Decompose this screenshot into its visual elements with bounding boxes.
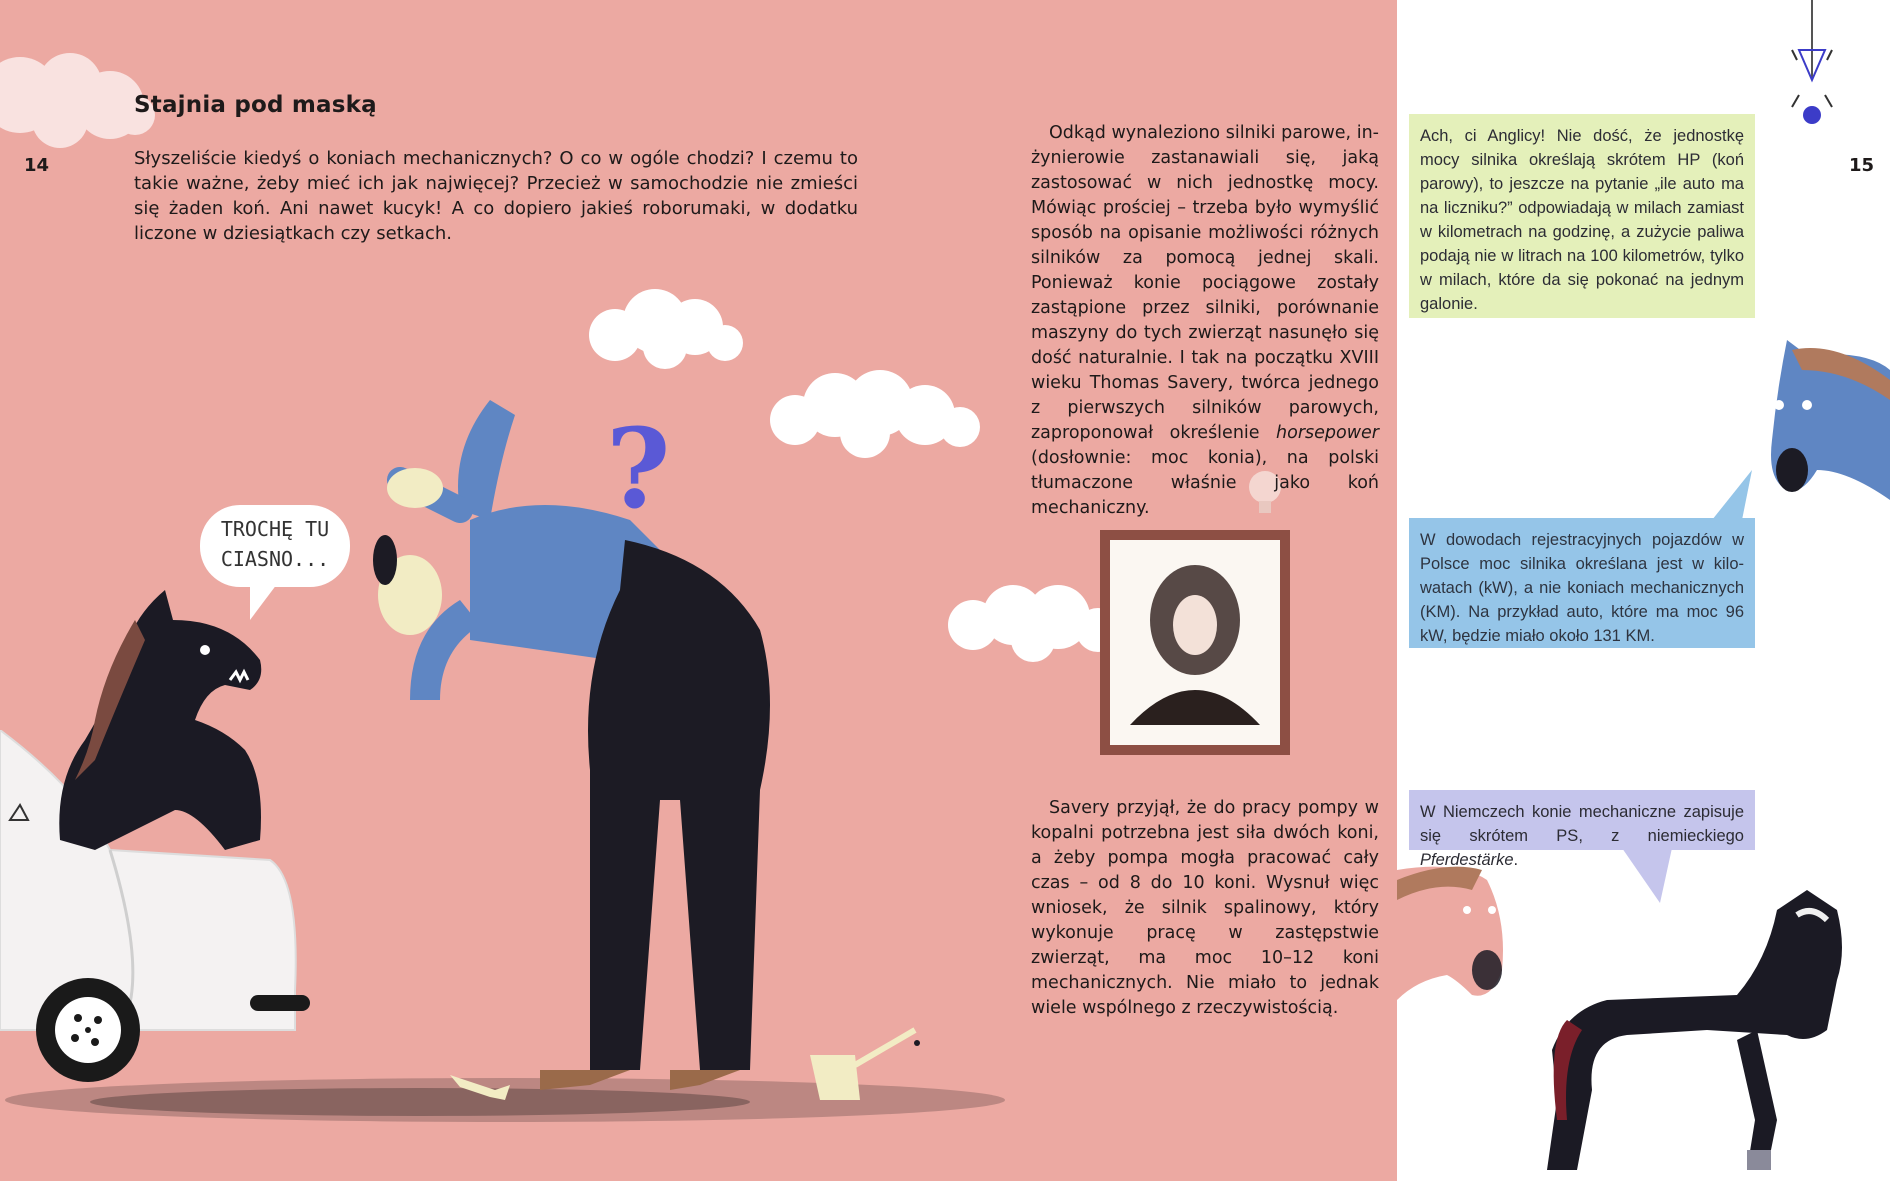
paragraph-1-text-end: (dosłownie: moc konia), na polski tłumaczone właśnie jako koń mechaniczny. xyxy=(1031,448,1379,518)
black-horse-in-car xyxy=(55,580,295,880)
speech-line-1: TROCHĘ TU xyxy=(220,517,330,541)
portrait-frame xyxy=(1100,525,1295,760)
pferdestarke-term: Pferdestärke xyxy=(1420,851,1514,869)
column-paragraph-2: Savery przyjął, że do pracy pompy w kopalni potrzebna jest siła dwóch koni, a żeby pompa mogła pracować cały czas – od 8 do 10 koni. Wysnuł więc wniosek, że silnik spalinowy, który wykonuje pracę w zastępstwie zwierząt, ma moc 10–12 koni mechanicznych. Nie miało to jednak wiele wspólnego z rzeczywistością. xyxy=(1031,798,1379,1018)
wrench-icon xyxy=(445,1065,515,1105)
info-box-germany xyxy=(1409,790,1755,869)
mechanic-figure xyxy=(340,370,800,1090)
germany-text: W Niemczech konie mechaniczne zapisuje się skrótem PS, z niemieckiego xyxy=(1420,803,1744,845)
cloud-center xyxy=(585,285,747,371)
cloud-lower xyxy=(948,575,1123,670)
paragraph-1-text: Odkąd wynaleziono silniki parowe, inżynierowie zastanawiali się, jaką zastosować w nich jednostkę mocy. Mówiąc prościej – trzeba było wymyślić sposób na opisanie możliwości różnych silników za pomocą jednej skali. Ponieważ konie pociągowe zostały zastąpione przez silniki, porównanie maszyny do tych zwierząt nasunęło się dość naturalnie. I tak na początku XVIII wieku Thomas Savery, twórca jednego z pierwszych silników parowych, zaproponował określenie xyxy=(1031,123,1379,443)
info-box-poland: W dowodach rejestracyjnych pojazdów w Polsce moc silnika określana jest w kilowatach (kW), a nie koniach mechanicznych (KM). Na przykład auto, które ma moc 96 kW, będzie miało około 131 KM. xyxy=(1409,518,1755,648)
spider-icon xyxy=(1787,0,1847,130)
blue-horse-head xyxy=(1747,330,1890,510)
speech-line-2: CIASNO... xyxy=(220,547,330,571)
page-title: Stajnia pod maską xyxy=(134,92,377,118)
page-number-right: 15 xyxy=(1849,155,1875,176)
blue-box-tail xyxy=(1712,470,1762,520)
info-box-uk: Ach, ci Anglicy! Nie dość, że jednostkę mocy silnika określają skrótem HP (koń parowy), to jeszcze na pytanie „ile auto ma na liczniku?” odpowiadają w milach zamiast w kilometrach na godzinę, a zużycie paliwa podają nie w litrach na 100 kilometrów, tylko w milach, które da się pokonać na jednym galonie. xyxy=(1409,114,1755,318)
lavender-box-tail xyxy=(1622,848,1677,903)
question-mark: ? xyxy=(606,404,671,533)
speech-bubble-tail xyxy=(245,580,285,625)
germany-text-end: . xyxy=(1513,851,1519,869)
speech-bubble xyxy=(200,505,350,587)
horsepower-term: horsepower xyxy=(1276,423,1379,443)
oil-can-icon xyxy=(805,1025,925,1110)
page-number-left: 14 xyxy=(24,155,50,176)
intro-paragraph: Słyszeliście kiedyś o koniach mechanicznych? O co w ogóle chodzi? I czemu to takie ważne, żeby mieć ich jak najwięcej? Przecież w samochodzie nie zmieści się żaden koń. Ani nawet kucyk! A co dopiero jakieś roborumaki, w dodatku liczone w dziesiątkach czy setkach. xyxy=(134,148,858,244)
black-horse-standing xyxy=(1507,870,1887,1181)
column-paragraph-1 xyxy=(1031,121,1379,521)
